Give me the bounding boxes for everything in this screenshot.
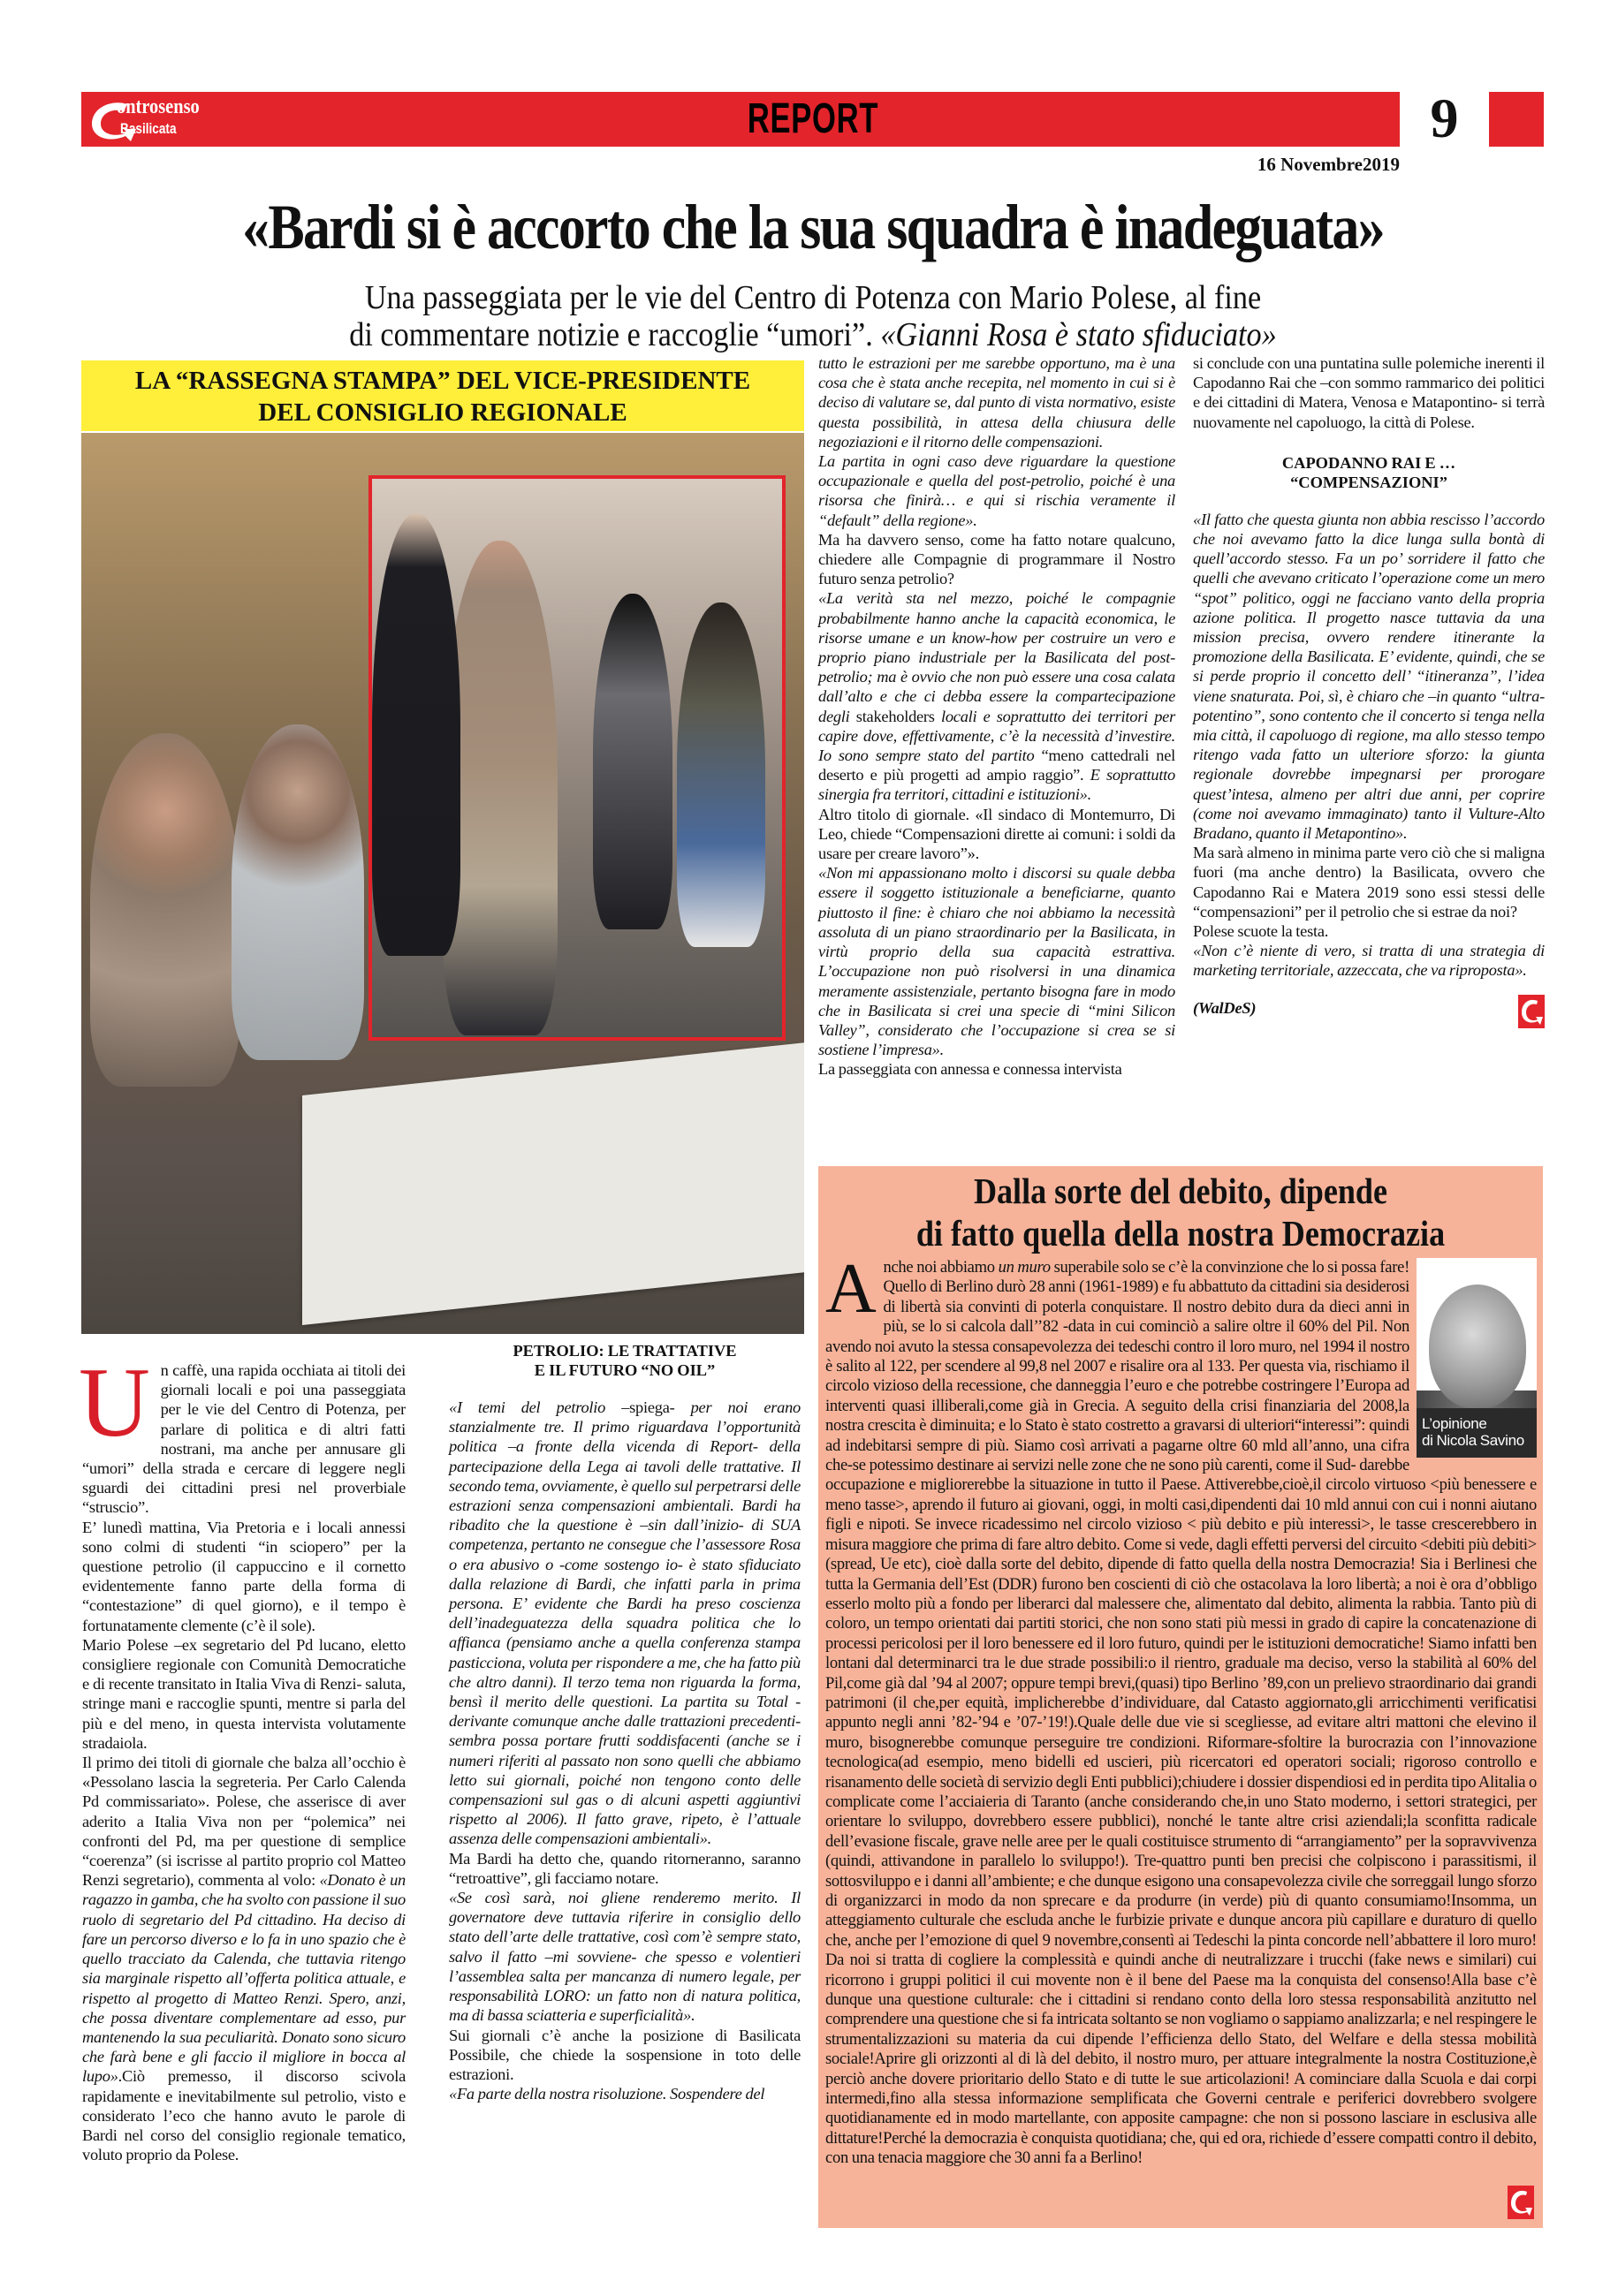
paragraph: Ma ha davvero senso, come ha fatto notare qualcuno, chiedere alle Compagnie di programmare il Nostro futuro senza petrolio? — [818, 530, 1175, 588]
text: stakeholders — [855, 707, 935, 725]
quote: «Donato è un ragazzo in gamba, che ha svolto con passione il suo ruolo di segretario del Pd cittadino. Ha deciso di fare un percorso diverso e lo fa in uno spazio che è quello tracciato da Calenda, che tuttavia ritengo sia marginale rispetto all’offerta politica attuale, e rispetto al progetto di Matteo Renzi. Spero, anzi, che possa diventare complementare ad esso, pur mantenendo la sua peculiarità. Donato sono sicuro che farà bene e gli faccio il migliore in bocca al lupo» — [82, 1871, 406, 2086]
author-photo-face — [1429, 1284, 1526, 1408]
photo-newspaper — [302, 1042, 804, 1325]
author-photo — [1417, 1258, 1537, 1458]
article-subheadline — [240, 279, 1386, 353]
subhead-line-2: di commentare notizie e raccoglie “umori”. — [349, 316, 881, 353]
text: –spiega- — [621, 1398, 691, 1416]
opinion-box — [818, 1166, 1543, 2228]
signature-row — [1193, 998, 1545, 1034]
kicker-banner — [81, 360, 804, 431]
section-subtitle-petrolio — [449, 1341, 801, 1380]
page-number: 9 — [1430, 87, 1459, 149]
paragraph — [818, 588, 1175, 804]
end-mark-logo-icon — [1518, 995, 1545, 1028]
caption-line: L’opinione — [1422, 1415, 1487, 1432]
subhead-line-1: Una passeggiata per le vie del Centro di Potenza con Mario Polese, al fine — [364, 279, 1262, 316]
author-signature: (WalDeS) — [1193, 998, 1257, 1017]
text-italic: un muro — [998, 1258, 1051, 1277]
paragraph: Sui giornali c’è anche la posizione di Basilicata Possibile, che chiede la sospensione in toto delle estrazioni. — [449, 2026, 801, 2083]
paragraph — [82, 1753, 406, 2164]
subhead-quote: «Gianni Rosa è stato sfiduciato» — [880, 316, 1277, 353]
article-headline: «Bardi si è accorto che la sua squadra è inadeguata» — [242, 192, 1384, 262]
article-column-1 — [79, 1348, 406, 2164]
text: .Ciò premesso, il discorso scivola rapidamente e inevitabilmente sul petrolio, visto e considerato l’eco che hanno avuto le parole di Bardi nel corso del consiglio regionale tematico, voluto proprio da Polese. — [82, 2067, 406, 2164]
quote: «Fa parte della nostra risoluzione. Sospendere del — [449, 2085, 765, 2103]
text: “meno cattedrali nel deserto e più progetti ad ampio raggio”. — [818, 746, 1176, 784]
text: Il primo dei titoli di giornale che balza all’occhio è «Pessolano lascia la segreteria. Per Carlo Calenda Pd commissariato». Polese, che asserisce di aver aderito a Italia Viva non per “polemica” nei confronti del Pd, ma per questione di semplice “coerenza” (si iscrisse al partito proprio col Matteo Renzi segretario), commenta al volo: — [82, 1754, 406, 1890]
paragraph: Ma sarà almeno in minima parte vero ciò che si maligna fuori (ma anche dentro) la Basilicata, ovvero che Capodanno Rai e Matera 2019 sono essi stessi delle “compensazioni” per il petrolio che si estrae da noi? — [1193, 844, 1545, 921]
paragraph: Polese scuote la testa. — [1193, 922, 1329, 941]
article-column-2 — [449, 1341, 801, 2103]
quote: E soprattutto sinergia fra territori, cittadini e istituzioni». — [818, 766, 1175, 804]
quote: «Se così sarà, noi gliene renderemo merito. Il governatore deve tuttavia riferire in consiglio dello stato dell’arte delle trattative, così com’è sempre stato, salvo il fatto –mi sovviene- che spesso e volentieri l’assemblea salta per mancanza di numero legale, per responsabilità LORO: un fatto non di natura politica, ma di bassa sciatteria e superficialità». — [449, 1889, 801, 2025]
issue-date: 16 Novembre2019 — [1257, 154, 1400, 175]
subtitle-line: “COMPENSAZIONI” — [1290, 473, 1447, 491]
author-caption — [1417, 1408, 1537, 1458]
photo-person-glasses — [232, 724, 364, 1060]
photo-inset-walk — [368, 475, 786, 1041]
quote: per noi erano stanzialmente tre. Il primo riguardava l’opportunità politica –a fronte della vicenda di Report- della partecipazione della Lega ai tavoli delle trattative. Il secondo tema, ovviamente, è quello sul perpetrarsi delle estrazioni senza compensazioni ambientali. Bardi ha ribadito che la questione è –sin dall’inizio- di SUA competenza, pertanto ne consegue che l’assessore Rosa o era abusivo o -come sostengo io- è stato sfiduciato dalla relazione di Bardi, che infatti parla in prima persona. E’ evidente che Bardi ha preso coscienza dell’inadeguatezza della squadra politica che lo affianca (pensiamo anche a quella conferenza stampa pasticciona, voluta per rispondere a me, che ha fatto più che altro danni). Il terzo tema non riguarda la forma, bensì il merito delle questioni. La partita su Total -derivante comunque anche dalle trattazioni precedenti- sembra possa portare frutti soddisfacenti (anche se i numeri riferiti al passato non sono quelli che abbiamo letto sui giornali, poiché non tengono conto delle compensazioni sul gas o di alcuni aspetti aggiuntivi rispetto al 2006). Il fatto grave, ripeto, è l’attuale assenza delle compensazioni ambientali». — [449, 1398, 801, 1848]
kicker-line-2: DEL CONSIGLIO REGIONALE — [258, 398, 627, 427]
opinion-title-line: di fatto quella della nostra Democrazia — [915, 1213, 1446, 1254]
article-photo — [81, 433, 804, 1334]
logo-name: ontrosenso — [117, 95, 200, 118]
subtitle-line: PETROLIO: LE TRATTATIVE — [513, 1342, 737, 1360]
quote: «I temi del petrolio — [449, 1398, 622, 1416]
section-label: REPORT — [747, 95, 879, 142]
kicker-line-1: LA “RASSEGNA STAMPA” DEL VICE-PRESIDENTE — [134, 367, 751, 395]
paragraph: La passeggiata con annessa e connessa intervista — [818, 1060, 1122, 1079]
article-column-3 — [818, 353, 1175, 1080]
opinion-title-line: Dalla sorte del debito, dipende — [973, 1171, 1388, 1211]
photo-inset-person-3 — [593, 594, 672, 929]
masthead-bar-right — [1489, 92, 1544, 147]
caption-line: di Nicola Savino — [1422, 1432, 1524, 1449]
article-column-4 — [1193, 353, 1545, 1034]
paragraph: Mario Polese –ex segretario del Pd lucano, eletto consigliere regionale con Comunità Democratiche e di recente transitato in Italia Viva di Renzi- saluta, stringe mani e raccoglie spunti, mentre si parla del più e del meno, in questa intervista volutamente stradaiola. — [82, 1635, 406, 1752]
paragraph — [449, 1398, 801, 1849]
photo-inset-person-2 — [372, 514, 460, 956]
paragraph: Altro titolo di giornale. «Il sindaco di Montemurro, Di Leo, chiede “Compensazioni dirette ai comuni: i soldi da usare per creare lavoro”». — [818, 805, 1175, 863]
newspaper-logo — [81, 92, 346, 147]
opinion-body — [825, 1250, 1537, 2169]
quote: tutto le estrazioni per me sarebbe opportuno, ma è una cosa che è stata anche recepita, nel momento in cui si è deciso di valutare se, dal punto di vista normativo, esiste questa possibilità, in attesa della chiusura delle negoziazioni e il ritorno delle compensazioni. — [818, 354, 1175, 451]
quote: «La verità sta nel mezzo, poiché le compagnie probabilmente hanno anche la capacità economica, le risorse umane e un know-how per costruire un vero e proprio piano industriale per la Basilicata del post-petrolio; ma è ovvio che non può essere una cosa calata dall’alto e che ci debba essere la compartecipazione degli — [818, 589, 1175, 725]
drop-cap: U — [79, 1348, 150, 1458]
end-mark-logo-icon — [1508, 2186, 1534, 2219]
quote: locali e soprattutto dei territori per capire dove, effettivamente, c’è la necessità d’investire. Io sono sempre stato del partito — [818, 707, 1176, 765]
text: nche noi abbiamo — [883, 1258, 999, 1277]
logo-subtitle: Basilicata — [120, 120, 177, 137]
paragraph: n caffè, una rapida occhiata ai titoli dei giornali locali e poi una passeggiata per le vie del Centro di Potenza, per parlare di politica e di altri fatti nostrani, ma anche per annusare gli “umori” della strada e cercare di leggere negli sguardi dei cittadini presi nel proverbiale “struscio”. — [82, 1361, 406, 1517]
quote: La partita in ogni caso deve riguardare la questione occupazionale e quella del post-petrolio, poiché è una risorsa che finirà… e qui si rischia veramente il “default” della regione». — [818, 452, 1175, 529]
paragraph: Ma Bardi ha detto che, quando ritorneranno, saranno “retroattive”, gli facciamo notare. — [449, 1849, 801, 1887]
text: superabile solo se c’è la convinzione che lo si possa fare! Quello di Berlino durò 28 anni (1961-1989) e fu abbattuto da cittadini sia desiderosi di libertà sia convinti di poterla conquistare. Il nostro debito dura da dieci anni in più, se lo si calcola dall’’82 -data in cui cominciò a salire oltre il 60% del Pil. Non avendo noi avuto la stessa consapevolezza dei tedeschi contro il loro muro, nel 1994 il nostro è salito al 122, per scendere al 99,8 nel 2007 e risalire ora al 133. Per questa via, rischiamo il circolo vizioso della recessione, che danneggia l’euro e che potrebbe costringere l’Europa ad interventi quasi illiberali,come già in Grecia. A seguito della crisi finanziaria del 2008,la nostra crescita è diminuita; e lo Stato è stato costretto a gravarsi di ulteriori“interessi”: quindi ad indebitarsi sempre di più. Siamo così arrivati a pagarne oltre 60 mld all’anno, una cifra che-se potessimo destinare ai servizi nelle zone che ne sono più carenti, come il Sud- darebbe occupazione e migliorerebbe la situazione in tutto il Paese. Attiverebbe,cioè,il circolo virtuoso <più benessere e meno tasse>, aprendo il futuro ai giovani, oggi, in molti casi,dipendenti dai 10 mld annui con cui i nonni aiutano figli e nipoti. Se invece ricadessimo nel circolo vizioso < più debito e più interessi>, le tasse crescerebbero in misura maggiore che prima di fare altro debito. Come si vede, dagli effetti perversi del circuito <debiti più debiti> (spread, Ue etc), cioè dalla sorte del debito, dipende di fatto quella della nostra Democrazia! Sia i Berlinesi che tutta la Germania dell’Est (DDR) furono ben coscienti di ciò che ostacolava la loro libertà; a noi è ora d’obbligo esserlo molto più a fondo per liberarci dal malessere che, alimentato dal debito, alimenta la rabbia. Tanto più di coloro, un tempo orientati dai partiti storici, che non sono stati più messi in grado di capire la concatenazione di processi pericolosi per il loro benessere ed il loro futuro, quindi per le istituzioni democratiche! Siamo infatti ben lontani dal determinarci tra le due strade possibili:o il rientro, graduale ma deciso, verso la stabilità al 60% del Pil,come già dal ’94 al 2007; oppure tempi brevi,(quasi) tipo Berlino ’89,con un prelievo straordinario dai grandi patrimoni (il che,per equità, implicherebbe d’individuare, dal Catasto aggiornato,gli arricchimenti verificatisi appunto negli anni ’82-’94 e ’07-’19!).Quale delle due vie si scegliesse, ad evitare altri mattoni che elevino il muro, bisognerebbe comunque perseguire tre condizioni. Riformare-sfoltire la burocrazia con l’innovazione tecnologica(ad esempio, meno bidelli ed uscieri, più ricercatori ed operatori sociali; rigoroso controllo e risanamento delle società di servizio degli Enti pubblici);chiudere i dossier dispendiosi ed in perdita tipo Alitalia o complicate come l’acciaieria di Taranto (anche considerando che,in uno Stato moderno, i settori strategici, per orientare lo sviluppo, dovrebbero essere pubblici), nonché le tante altre crisi aziendali;la sconfitta radicale dell’evasione fiscale, grave nelle aree per le quali costituisce strumento di “arrangiamento” per la sopravvivenza (quindi, attivandone in parallelo lo sviluppo!). Tre-quattro punti ben precisi che colpiscono i parassitismi, il sottosviluppo e i danni all’ambiente; e che dunque esigono una consapevolezza civile che sorreggail lungo sforzo di organizzarci in modo da non sprecare e da produrre (in verde) più di quanto consumiamo!Insomma, un atteggiamento culturale che escluda anche le furbizie private e dunque ancora più capillare e duraturo di quello che, anche per l’emozione di quel 9 novembre,consentì ai Tedeschi la pinta concorde nell’abbattere il loro muro! Da noi si tratta di cogliere la complessità e quindi anche di neutralizzare i trucchi (fake news e similari) cui ricorrono i gruppi politici il cui movente non è il bene del Paese ma la conquista del consenso!Alla base c’è dunque una questione culturale: che i cittadini si rendano conto della loro stessa responsabilità anzitutto nel comprendere una questione che si fa intricata soltanto se non vogliamo o sappiamo analizzarla; e nel respingere le strumentalizzazioni su materia da cui dipende l’efficienza dello Stato, del Welfare e della stessa mobilità sociale!Aprire gli orizzonti al di là del debito, il nostro muro, per attuare integralmente la nostra Costituzione,è perciò anche dovere prioritario dello Stato e di tutte le sue articolazioni! A cominciare dalla Scuola e dai corpi intermedi,fino alla stessa informazione semplificata che Governi centrale e periferici dovrebbero svolgere quotidianamente ed in modo martellante, con apposite campagne: che non si possono lasciare in esclusiva alle dittature!Perché la democrazia è conquista quotidiana; che, qui ed ora, richiede d’essere compatti contro il debito, con una tenacia maggiore che 30 anni fa a Berlino! — [825, 1258, 1537, 2168]
photo-inset-person-4 — [677, 602, 765, 947]
opinion-title — [862, 1170, 1500, 1254]
opinion-drop-cap: A — [825, 1250, 877, 1328]
subtitle-line: CAPODANNO RAI E … — [1281, 453, 1456, 472]
paragraph: E’ lunedì mattina, Via Pretoria e i locali annessi sono colmi di studenti “in sciopero” per la questione petrolio (il cappuccino e il cornetto evidentemente fanno parte della forma di “contestazione” di quel giorno), e il tempo è fortunatamente clemente (c’è il sole). — [82, 1518, 406, 1634]
photo-person-polese — [90, 733, 240, 1087]
quote: «Non c’è niente di vero, si tratta di una strategia di marketing territoriale, azzeccata, che va riproposta». — [1193, 942, 1545, 980]
paragraph: si conclude con una puntatina sulle polemiche inerenti il Capodanno Rai che –con sommo rammarico dei politici e dei cittadini di Matera, Venosa e Matapontino- si terrà nuovamente nel capoluogo, la città di Polese. — [1193, 354, 1545, 431]
section-subtitle-capodanno — [1193, 453, 1545, 492]
quote: «Il fatto che questa giunta non abbia rescisso l’accordo che noi avevamo fatto la dice lunga sulla bontà di quell’accordo stesso. Fa un po’ sorridere il fatto che quelli che avevano criticato l’operazione come un mero “spot” politico, oggi ne facciano vanto della propria azione politica. Il progetto nasce tuttavia da una mission precisa, ovvero rendere itinerante la promozione della Basilicata. E’ evidente, quindi, che se si perde proprio il concetto dell’ “itineranza”, l’idea viene snaturata. Poi, sì, è chiaro che –in quanto “ultra-potentino”, sono contento che il concerto si tenga nella mia città, il capoluogo di regione, ma allo stesso tempo ritengo vada fatto un ulteriore sforzo: la giunta regionale dovrebbe impegnarsi per prorogare quest’intesa, almeno per altri due anni, per coprire (come noi avevamo immaginato) tanto il Vulture-Alto Bradano, quanto il Metapontino». — [1193, 510, 1545, 843]
subtitle-line: E IL FUTURO “NO OIL” — [534, 1361, 716, 1379]
quote: «Non mi appassionano molto i discorsi su quale debba essere il soggetto istituzionale a beneficiarne, quanto piuttosto il fine: è chiaro che noi abbiamo la necessità assoluta di un piano straordinario per la Basilicata, in virtù proprio della sua capacità estrattiva. L’occupazione non può risolversi in una dinamica meramente assistenziale, pertanto bisogna fare in modo che in Basilicata si crei una specie di “mini Silicon Valley”, considerato che l’occupazione si crea se si sostiene l’impresa». — [818, 864, 1175, 1059]
